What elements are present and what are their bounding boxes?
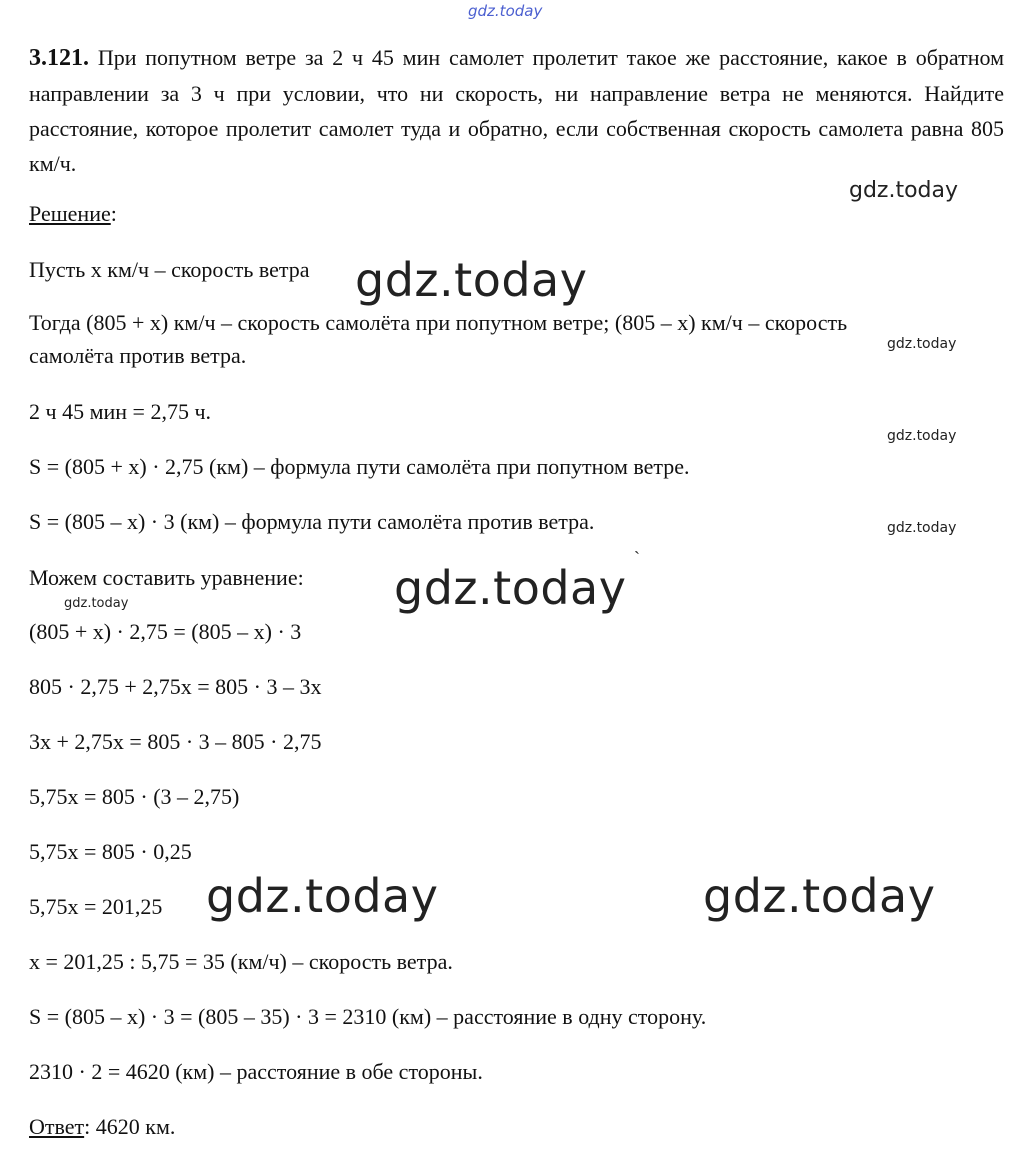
watermark: gdz.today xyxy=(394,561,627,615)
then-statement-line1: Тогда (805 + х) км/ч – скорость самолёта при попутном ветре; (805 – х) км/ч – скорость xyxy=(29,310,848,335)
distance-formula-headwind: S = (805 – х) · 3 (км) – формула пути самолёта против ветра. xyxy=(29,509,595,534)
watermark: gdz.today xyxy=(887,520,957,536)
round-trip-distance: 2310 · 2 = 4620 (км) – расстояние в обе стороны. xyxy=(29,1059,483,1084)
watermark: gdz.today xyxy=(206,869,439,923)
watermark-top: gdz.today xyxy=(468,2,543,20)
solution-heading xyxy=(29,201,117,227)
watermark: gdz.today xyxy=(64,596,129,611)
problem-number: 3.121. xyxy=(29,45,89,71)
distance-formula-tailwind: S = (805 + х) · 2,75 (км) – формула пути самолёта при попутном ветре. xyxy=(29,454,690,479)
equation-step: 5,75х = 805 · (3 – 2,75) xyxy=(29,784,240,809)
solution-heading-label: Решение xyxy=(29,201,111,226)
equation-step: 5,75х = 805 · 0,25 xyxy=(29,839,192,864)
equation-intro: Можем составить уравнение: xyxy=(29,565,304,590)
watermark: gdz.today xyxy=(355,253,588,307)
one-way-distance: S = (805 – х) · 3 = (805 – 35) · 3 = 2310 (км) – расстояние в одну сторону. xyxy=(29,1004,707,1029)
answer-value: : 4620 км. xyxy=(84,1114,176,1139)
watermark: gdz.today xyxy=(887,428,957,444)
stray-mark: ` xyxy=(634,548,640,568)
watermark: gdz.today xyxy=(887,336,957,352)
watermark: gdz.today xyxy=(849,178,959,203)
time-conversion: 2 ч 45 мин = 2,75 ч. xyxy=(29,399,212,424)
problem-text: При попутном ветре за 2 ч 45 мин самолет пролетит такое же расстояние, какое в обратном направлении за 3 ч при условии, что ни скорость, ни направление ветра не меняются. Найдите расстояние, которое пролетит самолет туда и обратно, если собственная скорость самолета равна 805 км/ч. xyxy=(29,45,1005,176)
problem-statement xyxy=(29,40,1004,181)
answer-label: Ответ xyxy=(29,1114,85,1139)
equation-step: 5,75х = 201,25 xyxy=(29,894,163,919)
answer xyxy=(29,1114,175,1140)
equation-step: 3х + 2,75х = 805 · 3 – 805 · 2,75 xyxy=(29,729,322,754)
let-statement: Пусть х км/ч – скорость ветра xyxy=(29,257,310,282)
watermark: gdz.today xyxy=(703,869,936,923)
solution-heading-colon: : xyxy=(110,201,117,226)
equation-step: (805 + х) · 2,75 = (805 – х) · 3 xyxy=(29,619,302,644)
equation-step: 805 · 2,75 + 2,75х = 805 · 3 – 3х xyxy=(29,674,322,699)
then-statement-line2: самолёта против ветра. xyxy=(29,343,247,368)
wind-speed-result: х = 201,25 : 5,75 = 35 (км/ч) – скорость ветра. xyxy=(29,949,453,974)
